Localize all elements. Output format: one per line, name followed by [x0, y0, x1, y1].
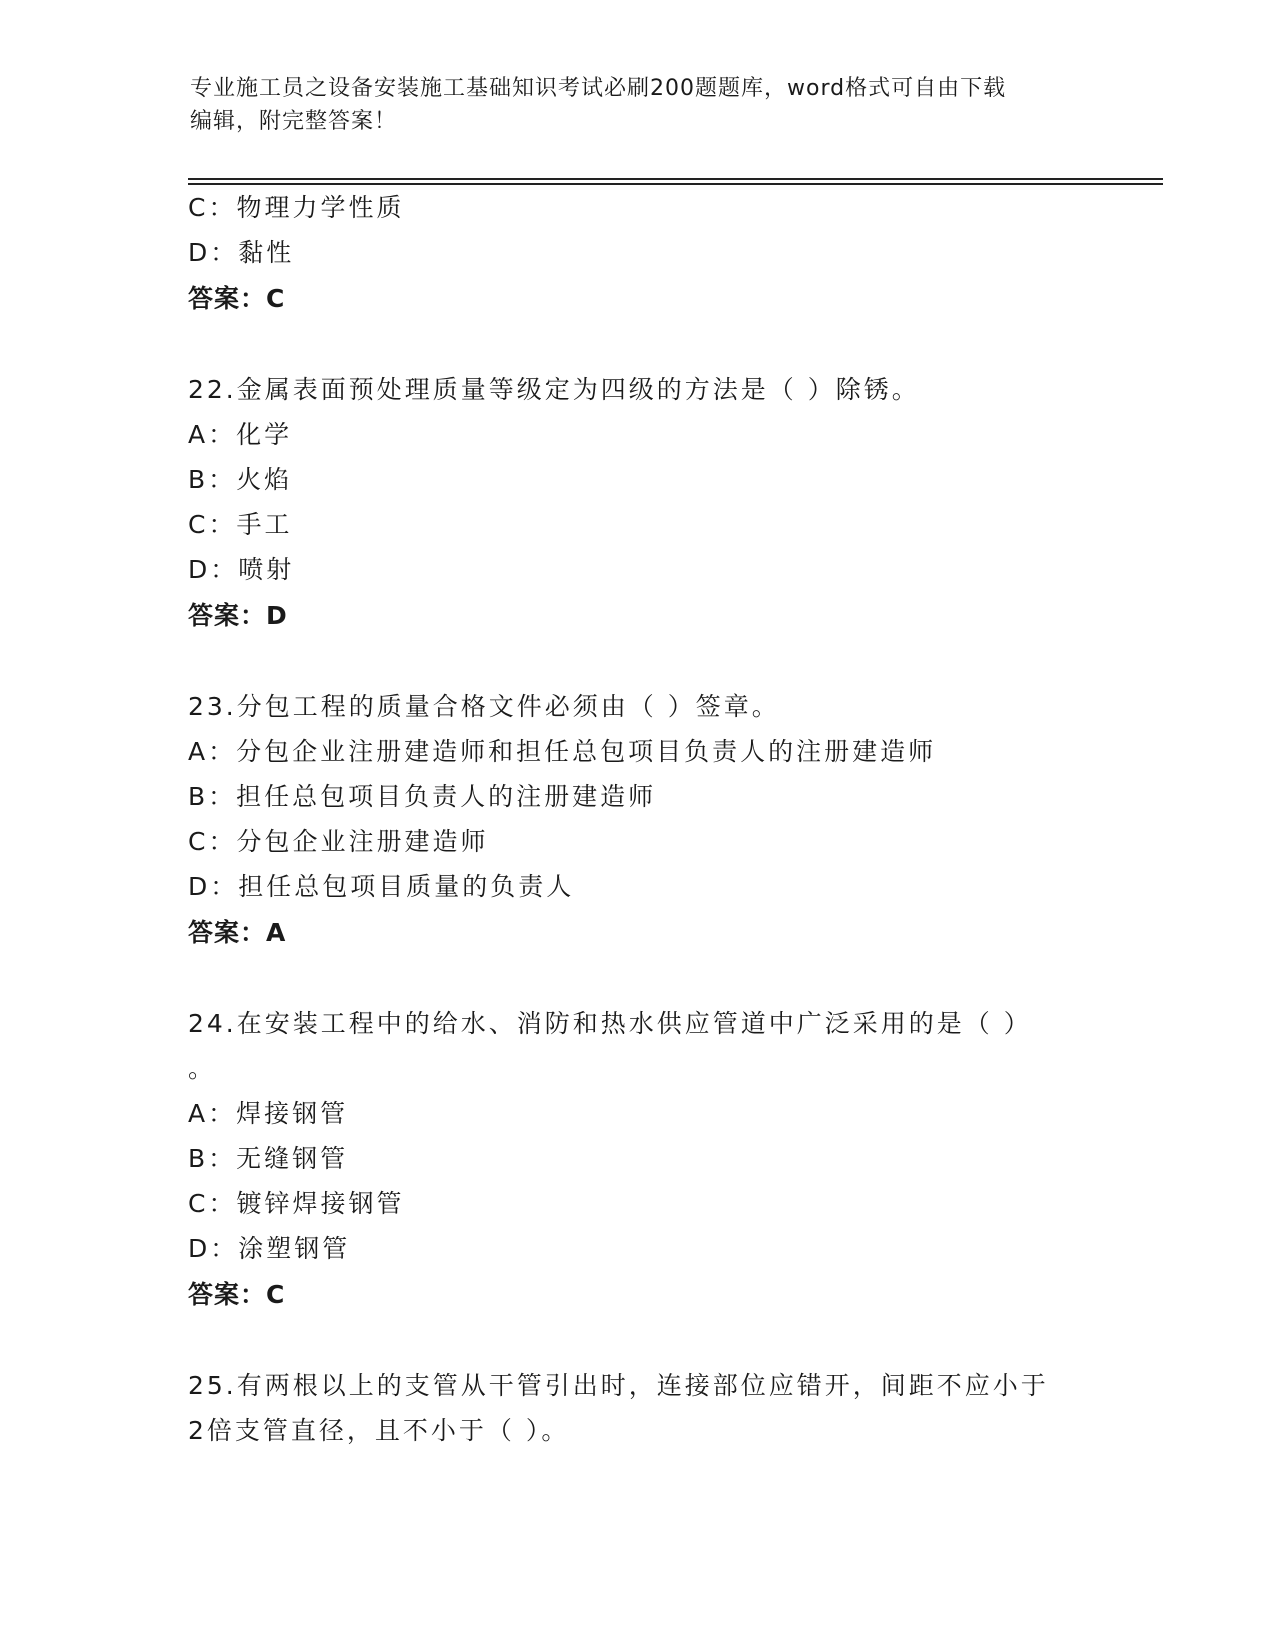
header-title-line1: 专业施工员之设备安装施工基础知识考试必刷200题题库，word格式可自由下载	[190, 76, 1007, 101]
q22-option-b: B：火焰	[188, 465, 293, 494]
prev-option-c: C：物理力学性质	[188, 193, 405, 222]
q23-option-c: C：分包企业注册建造师	[188, 827, 489, 856]
q24-stem: 24.在安装工程中的给水、消防和热水供应管道中广泛采用的是（ ）	[188, 1009, 1032, 1038]
q23-stem: 23.分包工程的质量合格文件必须由（ ）签章。	[188, 692, 780, 721]
q24-option-a: A：焊接钢管	[188, 1099, 349, 1128]
q25-stem-continuation: 2倍支管直径，且不小于（ ）。	[188, 1416, 570, 1445]
document-header	[190, 72, 1090, 138]
q22-option-d: D：喷射	[188, 555, 295, 584]
header-title-line2: 编辑，附完整答案！	[190, 109, 398, 134]
prev-answer: 答案：C	[188, 284, 286, 313]
q22-option-a: A：化学	[188, 420, 293, 449]
q23-option-a: A：分包企业注册建造师和担任总包项目负责人的注册建造师	[188, 737, 937, 766]
header-rule-bottom	[188, 183, 1163, 185]
q24-option-d: D：涂塑钢管	[188, 1234, 351, 1263]
q24-option-c: C：镀锌焊接钢管	[188, 1189, 405, 1218]
q24-answer: 答案：C	[188, 1280, 286, 1309]
q24-option-b: B：无缝钢管	[188, 1144, 349, 1173]
q22-option-c: C：手工	[188, 510, 293, 539]
q23-option-d: D：担任总包项目质量的负责人	[188, 872, 575, 901]
q24-stem-continuation: 。	[188, 1054, 217, 1083]
q23-answer: 答案：A	[188, 918, 287, 947]
q22-answer: 答案：D	[188, 601, 288, 630]
prev-option-d: D：黏性	[188, 238, 295, 267]
header-rule-top	[188, 178, 1163, 180]
q22-stem: 22.金属表面预处理质量等级定为四级的方法是（ ）除锈。	[188, 375, 920, 404]
q23-option-b: B：担任总包项目负责人的注册建造师	[188, 782, 657, 811]
q25-stem: 25.有两根以上的支管从干管引出时，连接部位应错开，间距不应小于	[188, 1371, 1049, 1400]
